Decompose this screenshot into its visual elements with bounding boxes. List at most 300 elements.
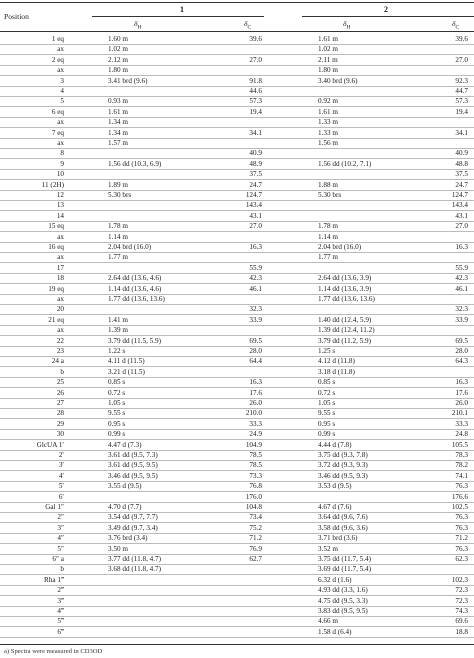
cell-c2: 28.0 bbox=[455, 347, 468, 355]
cell-c1: 176.0 bbox=[245, 492, 262, 501]
cell-c2: 78.3 bbox=[455, 451, 468, 459]
table-row bbox=[0, 429, 474, 439]
cell-pos: Gal 1″ bbox=[45, 503, 64, 511]
cell-h2: 3.75 dd (11.7, 5.4) bbox=[318, 555, 372, 563]
cell-pos: 21 eq bbox=[48, 315, 64, 324]
cell-c1: 57.3 bbox=[249, 97, 262, 106]
cell-c2: 17.6 bbox=[455, 388, 468, 397]
table-row bbox=[0, 252, 474, 262]
cell-pos: ax bbox=[57, 253, 64, 262]
cell-h2: 1.77 dd (13.6, 13.6) bbox=[318, 295, 375, 303]
cell-c2: 72.3 bbox=[455, 586, 468, 595]
cell-c1: 42.3 bbox=[249, 274, 262, 283]
cell-h1: 1.39 m bbox=[108, 326, 128, 335]
cell-c1: 124.7 bbox=[245, 191, 262, 199]
cell-pos: 4″ bbox=[57, 534, 64, 543]
cell-pos: ax bbox=[57, 326, 64, 335]
cell-c2: 62.3 bbox=[455, 555, 468, 563]
cell-pos: ax bbox=[57, 139, 64, 147]
row-divider bbox=[0, 637, 474, 638]
cell-h2: 2.64 dd (13.6, 3.9) bbox=[318, 274, 372, 283]
table-row bbox=[0, 367, 474, 377]
cell-pos: 16 eq bbox=[48, 243, 64, 251]
cell-c1: 27.0 bbox=[249, 222, 262, 231]
table-row bbox=[0, 190, 474, 200]
cell-h1: 1.80 m bbox=[108, 66, 128, 75]
cell-c1: 37.5 bbox=[249, 170, 262, 179]
cell-c2: 48.8 bbox=[455, 159, 468, 168]
table-row bbox=[0, 65, 474, 75]
table-row bbox=[0, 86, 474, 96]
cell-h2: 4.67 d (7.6) bbox=[318, 503, 352, 511]
cell-h2: 4.93 dd (3.3, 1.6) bbox=[318, 586, 368, 595]
cell-pos: 20 bbox=[56, 305, 64, 314]
cell-h1: 1.02 m bbox=[108, 45, 128, 54]
cell-pos: 13 bbox=[56, 201, 64, 210]
table-row bbox=[0, 460, 474, 470]
cell-c1: 32.3 bbox=[249, 305, 262, 314]
cell-h2: 1.02 m bbox=[318, 45, 338, 54]
cell-c1: 43.1 bbox=[249, 211, 262, 220]
table-row bbox=[0, 471, 474, 481]
table-row bbox=[0, 304, 474, 314]
cell-h1: 4.47 d (7.3) bbox=[108, 440, 142, 449]
cell-h1: 3.61 dd (9.5, 7.3) bbox=[108, 451, 158, 459]
cell-pos: 14 bbox=[56, 211, 64, 220]
cell-c1: 62.7 bbox=[249, 555, 262, 563]
cell-pos: 5″ bbox=[57, 544, 64, 553]
table-row bbox=[0, 440, 474, 450]
cell-h1: 3.50 m bbox=[108, 544, 128, 553]
cell-c2: 27.0 bbox=[455, 222, 468, 231]
cell-c1: 24.7 bbox=[249, 180, 262, 189]
cell-pos: 3‴ bbox=[57, 596, 64, 605]
cell-h2: 3.52 m bbox=[318, 544, 338, 553]
cell-c1: 76.8 bbox=[249, 482, 262, 491]
cell-h2: 3.53 d (9.5) bbox=[318, 482, 352, 491]
cell-c1: 69.5 bbox=[249, 336, 262, 345]
cell-h2: 4.44 d (7.8) bbox=[318, 440, 352, 449]
cell-c1: 16.3 bbox=[249, 378, 262, 387]
cell-h1: 1.22 s bbox=[108, 347, 126, 355]
cell-c2: 72.3 bbox=[455, 596, 468, 605]
cell-pos: 2 eq bbox=[51, 55, 64, 64]
table-row bbox=[0, 502, 474, 512]
cell-c2: 76.3 bbox=[455, 513, 468, 522]
cell-h2: 3.72 dd (9.3, 9.3) bbox=[318, 461, 368, 470]
cell-c1: 91.8 bbox=[249, 76, 262, 85]
cell-h2: 2.04 brd (16.0) bbox=[318, 243, 362, 251]
cell-c2: 24.8 bbox=[455, 430, 468, 439]
table-row bbox=[0, 232, 474, 242]
cell-h1: 0.85 s bbox=[108, 378, 126, 387]
cell-h2: 1.40 dd (12.4, 5.9) bbox=[318, 315, 372, 324]
cell-h2: 1.56 dd (10.2, 7.1) bbox=[318, 159, 372, 168]
cell-c2: 57.3 bbox=[455, 97, 468, 106]
cell-h2: 1.14 dd (13.6, 3.9) bbox=[318, 284, 372, 293]
cell-h1: 1.41 m bbox=[108, 315, 128, 324]
cell-h1: 0.72 s bbox=[108, 388, 126, 397]
cell-pos: 1 eq bbox=[51, 35, 64, 43]
cell-pos: Rha 1‴ bbox=[44, 575, 64, 584]
table-row bbox=[0, 356, 474, 366]
cell-c2: 18.8 bbox=[455, 627, 468, 636]
table-row bbox=[0, 627, 474, 637]
cell-c2: 42.3 bbox=[455, 274, 468, 283]
table-row bbox=[0, 585, 474, 595]
cell-c1: 27.0 bbox=[249, 55, 262, 64]
cell-h2: 4.75 dd (9.5, 3.3) bbox=[318, 596, 368, 605]
cell-h1: 2.04 brd (16.0) bbox=[108, 243, 152, 251]
cell-c1: 39.6 bbox=[249, 35, 262, 43]
table-row bbox=[0, 200, 474, 210]
cell-c1: 26.0 bbox=[249, 399, 262, 407]
table-row bbox=[0, 76, 474, 86]
table-row bbox=[0, 408, 474, 418]
table-row bbox=[0, 242, 474, 252]
cell-c1: 78.5 bbox=[249, 461, 262, 470]
table-row bbox=[0, 450, 474, 460]
cell-pos: 22 bbox=[56, 336, 64, 345]
table-row bbox=[0, 180, 474, 190]
table-row bbox=[0, 377, 474, 387]
cell-c2: 16.3 bbox=[455, 243, 468, 251]
cell-h1: 3.46 dd (9.5, 9.5) bbox=[108, 471, 158, 480]
table-row bbox=[0, 294, 474, 304]
cell-c1: 17.6 bbox=[249, 388, 262, 397]
cell-h1: 4.11 d (11.5) bbox=[108, 357, 145, 366]
cell-c2: 40.9 bbox=[455, 149, 468, 158]
cell-h2: 0.92 m bbox=[318, 97, 338, 106]
cell-c2: 33.9 bbox=[455, 315, 468, 324]
cell-h2: 9.55 s bbox=[318, 409, 336, 418]
cell-c1: 16.3 bbox=[249, 243, 262, 251]
cell-h2: 4.12 d (11.8) bbox=[318, 357, 355, 366]
cell-h2: 1.14 m bbox=[318, 232, 338, 241]
cell-h2: 3.71 brd (3.6) bbox=[318, 534, 358, 543]
cell-pos: 3 bbox=[60, 76, 64, 85]
table-row bbox=[0, 263, 474, 273]
table-row bbox=[0, 55, 474, 65]
cell-pos: 24 a bbox=[51, 357, 64, 366]
cell-h1: 3.77 dd (11.8, 4.7) bbox=[108, 555, 162, 563]
cell-c2: 176.6 bbox=[451, 492, 468, 501]
dh-header-2: $\delta_H$ bbox=[343, 19, 351, 31]
table-row bbox=[0, 606, 474, 616]
cell-c1: 104.9 bbox=[245, 440, 262, 449]
table-row bbox=[0, 315, 474, 325]
cell-pos: b bbox=[60, 367, 64, 376]
cell-pos: ax bbox=[57, 118, 64, 127]
cell-c1: 19.4 bbox=[249, 107, 262, 116]
cell-c1: 48.9 bbox=[249, 159, 262, 168]
cell-h2: 1.56 m bbox=[318, 139, 338, 147]
cell-h2: 3.75 dd (9.3, 7.8) bbox=[318, 451, 368, 459]
table-row bbox=[0, 325, 474, 335]
cell-c1: 28.0 bbox=[249, 347, 262, 355]
cell-pos: 4′ bbox=[58, 471, 64, 480]
cell-pos: 17 bbox=[56, 263, 64, 272]
cell-pos: 26 bbox=[56, 388, 64, 397]
cell-h2: 0.85 s bbox=[318, 378, 336, 387]
cell-pos: ax bbox=[57, 232, 64, 241]
cell-pos: 5‴ bbox=[57, 617, 64, 626]
table-row bbox=[0, 523, 474, 533]
cell-h1: 5.30 brs bbox=[108, 191, 132, 199]
cell-c2: 37.5 bbox=[455, 170, 468, 179]
table-row bbox=[0, 346, 474, 356]
dc-header-1: $\delta_C$ bbox=[244, 19, 252, 31]
cell-pos: 27 bbox=[56, 399, 64, 407]
cell-pos: ax bbox=[57, 295, 64, 303]
table-row bbox=[0, 96, 474, 106]
footnote: a) Spectra were measured in CD3OD bbox=[4, 648, 103, 655]
cell-pos: 6 eq bbox=[51, 107, 64, 116]
cell-c1: 44.6 bbox=[249, 87, 262, 95]
cell-pos: 7 eq bbox=[51, 128, 64, 137]
cell-c2: 143.4 bbox=[451, 201, 468, 210]
cell-pos: 11 (2H) bbox=[41, 180, 64, 189]
cell-pos: 15 eq bbox=[48, 222, 64, 231]
table-row bbox=[0, 533, 474, 543]
cell-c1: 24.9 bbox=[249, 430, 262, 439]
table-row bbox=[0, 148, 474, 158]
cell-c1: 210.0 bbox=[245, 409, 262, 418]
cell-c2: 64.3 bbox=[455, 357, 468, 366]
cell-c2: 74.1 bbox=[455, 471, 468, 480]
cell-c2: 24.7 bbox=[455, 180, 468, 189]
table-row bbox=[0, 575, 474, 585]
cell-pos: 6″ a bbox=[52, 555, 64, 563]
cell-h2: 1.77 m bbox=[318, 253, 338, 262]
cell-h1: 3.68 dd (11.8, 4.7) bbox=[108, 565, 162, 574]
header-rule bbox=[0, 31, 474, 32]
cell-h1: 1.89 m bbox=[108, 180, 128, 189]
cell-h1: 1.14 m bbox=[108, 232, 128, 241]
cell-pos: 10 bbox=[56, 170, 64, 179]
top-rule bbox=[0, 2, 474, 3]
table-row bbox=[0, 544, 474, 554]
cell-h2: 1.78 m bbox=[318, 222, 338, 231]
table-row bbox=[0, 169, 474, 179]
cell-h1: 1.77 m bbox=[108, 253, 128, 262]
cell-c1: 104.8 bbox=[245, 503, 262, 511]
cell-c2: 27.0 bbox=[455, 55, 468, 64]
cell-h1: 1.05 s bbox=[108, 399, 126, 407]
cell-h1: 2.12 m bbox=[108, 55, 128, 64]
cell-h2: 1.58 d (6.4) bbox=[318, 627, 352, 636]
cell-h1: 1.34 m bbox=[108, 118, 128, 127]
cell-c2: 43.1 bbox=[455, 211, 468, 220]
cell-h2: 6.32 d (1.6) bbox=[318, 575, 352, 584]
cell-c1: 75.2 bbox=[249, 523, 262, 532]
cell-pos: 9 bbox=[60, 159, 64, 168]
cell-pos: 18 bbox=[56, 274, 64, 283]
table-row bbox=[0, 419, 474, 429]
cell-h2: 0.95 s bbox=[318, 419, 336, 428]
cell-h1: 0.95 s bbox=[108, 419, 126, 428]
cell-h2: 0.72 s bbox=[318, 388, 336, 397]
table-row bbox=[0, 616, 474, 626]
cell-c2: 55.9 bbox=[455, 263, 468, 272]
cell-pos: 5′ bbox=[58, 482, 64, 491]
cell-c2: 102.3 bbox=[451, 575, 468, 584]
table-row bbox=[0, 554, 474, 564]
cell-c1: 71.2 bbox=[249, 534, 262, 543]
cell-c2: 102.5 bbox=[451, 503, 468, 511]
compound-1-underline bbox=[92, 16, 264, 17]
cell-c2: 33.3 bbox=[455, 419, 468, 428]
cell-c2: 76.3 bbox=[455, 482, 468, 491]
cell-pos: 2″ bbox=[57, 513, 64, 522]
cell-pos: 3′ bbox=[58, 461, 64, 470]
cell-c2: 74.3 bbox=[455, 607, 468, 615]
cell-pos: 30 bbox=[56, 430, 64, 439]
cell-pos: ax bbox=[57, 66, 64, 75]
cell-h1: 3.55 d (9.5) bbox=[108, 482, 142, 491]
cell-pos: 4‴ bbox=[57, 607, 64, 615]
cell-c1: 64.4 bbox=[249, 357, 262, 366]
cell-h1: 1.57 m bbox=[108, 139, 128, 147]
cell-h2: 1.33 m bbox=[318, 128, 338, 137]
table-row bbox=[0, 34, 474, 44]
table-row bbox=[0, 481, 474, 491]
cell-h1: 3.21 d (11.5) bbox=[108, 367, 145, 376]
table-row bbox=[0, 564, 474, 574]
table-row bbox=[0, 128, 474, 138]
cell-c2: 32.3 bbox=[455, 305, 468, 314]
cell-c2: 46.1 bbox=[455, 284, 468, 293]
cell-pos: 12 bbox=[56, 191, 64, 199]
cell-c1: 55.9 bbox=[249, 263, 262, 272]
table-row bbox=[0, 284, 474, 294]
cell-h1: 1.34 m bbox=[108, 128, 128, 137]
cell-c1: 73.3 bbox=[249, 471, 262, 480]
cell-h1: 9.55 s bbox=[108, 409, 126, 418]
cell-c2: 76.3 bbox=[455, 544, 468, 553]
cell-pos: 4 bbox=[60, 87, 64, 95]
cell-h2: 3.79 dd (11.2, 5.9) bbox=[318, 336, 372, 345]
cell-h1: 0.93 m bbox=[108, 97, 128, 106]
compound-2-header: 2 bbox=[384, 5, 388, 14]
compound-1-header: 1 bbox=[180, 5, 184, 14]
table-row bbox=[0, 273, 474, 283]
cell-h1: 3.49 dd (9.7, 3.4) bbox=[108, 523, 158, 532]
cell-h2: 1.39 dd (12.4, 11.2) bbox=[318, 326, 375, 335]
cell-c2: 210.1 bbox=[451, 409, 468, 418]
cell-h2: 1.25 s bbox=[318, 347, 336, 355]
cell-h2: 1.88 m bbox=[318, 180, 338, 189]
cell-h1: 4.70 d (7.7) bbox=[108, 503, 142, 511]
cell-h2: 3.40 brd (9.6) bbox=[318, 76, 358, 85]
cell-pos: 3″ bbox=[57, 523, 64, 532]
cell-h1: 3.79 dd (11.5, 5.9) bbox=[108, 336, 162, 345]
cell-h2: 1.61 m bbox=[318, 107, 338, 116]
position-header: Position bbox=[4, 12, 29, 21]
cell-c2: 39.6 bbox=[455, 35, 468, 43]
cell-c2: 34.1 bbox=[455, 128, 468, 137]
cell-c1: 46.1 bbox=[249, 284, 262, 293]
cell-c1: 34.1 bbox=[249, 128, 262, 137]
cell-c1: 78.5 bbox=[249, 451, 262, 459]
cell-c2: 92.3 bbox=[455, 76, 468, 85]
cell-c1: 73.4 bbox=[249, 513, 262, 522]
cell-pos: 5 bbox=[60, 97, 64, 106]
cell-h2: 1.61 m bbox=[318, 35, 338, 43]
cell-h1: 1.14 dd (13.6, 4.6) bbox=[108, 284, 162, 293]
cell-pos: ax bbox=[57, 45, 64, 54]
cell-pos: 6′ bbox=[58, 492, 64, 501]
cell-c1: 40.9 bbox=[249, 149, 262, 158]
cell-h2: 5.30 brs bbox=[318, 191, 342, 199]
cell-c2: 16.3 bbox=[455, 378, 468, 387]
table-row bbox=[0, 44, 474, 54]
cell-h2: 0.99 s bbox=[318, 430, 336, 439]
table-row bbox=[0, 512, 474, 522]
cell-h1: 1.56 dd (10.3, 6.9) bbox=[108, 159, 162, 168]
table-row bbox=[0, 492, 474, 502]
table-row bbox=[0, 388, 474, 398]
table-row bbox=[0, 596, 474, 606]
cell-pos: 29 bbox=[56, 419, 64, 428]
cell-h2: 4.66 m bbox=[318, 617, 338, 626]
cell-h1: 1.61 m bbox=[108, 107, 128, 116]
cell-h1: 1.77 dd (13.6, 13.6) bbox=[108, 295, 165, 303]
cell-c2: 71.2 bbox=[455, 534, 468, 543]
cell-h1: 2.64 dd (13.6, 4.6) bbox=[108, 274, 162, 283]
cell-c2: 124.7 bbox=[451, 191, 468, 199]
cell-pos: 2′ bbox=[58, 451, 64, 459]
cell-c2: 69.5 bbox=[455, 336, 468, 345]
cell-c2: 19.4 bbox=[455, 107, 468, 116]
cell-pos: 8 bbox=[60, 149, 64, 158]
cell-h1: 3.76 brd (3.4) bbox=[108, 534, 148, 543]
cell-c1: 143.4 bbox=[245, 201, 262, 210]
cell-h2: 2.11 m bbox=[318, 55, 338, 64]
cell-pos: 19 eq bbox=[48, 284, 64, 293]
cell-h1: 3.61 dd (9.5, 9.5) bbox=[108, 461, 158, 470]
table-row bbox=[0, 221, 474, 231]
cell-pos: 6‴ bbox=[57, 627, 64, 636]
cell-h2: 3.83 dd (9.5, 9.5) bbox=[318, 607, 368, 615]
cell-pos: 25 bbox=[56, 378, 64, 387]
table-row bbox=[0, 107, 474, 117]
cell-h1: 3.54 dd (9.7, 7.7) bbox=[108, 513, 158, 522]
table-row bbox=[0, 336, 474, 346]
table-row bbox=[0, 398, 474, 408]
cell-pos: 23 bbox=[56, 347, 64, 355]
dc-header-2: $\delta_C$ bbox=[452, 19, 460, 31]
cell-pos: GlcUA 1′ bbox=[36, 440, 64, 449]
cell-c1: 33.3 bbox=[249, 419, 262, 428]
table-row bbox=[0, 117, 474, 127]
cell-c2: 78.2 bbox=[455, 461, 468, 470]
cell-h1: 0.99 s bbox=[108, 430, 126, 439]
cell-pos: 2‴ bbox=[57, 586, 64, 595]
cell-c2: 69.6 bbox=[455, 617, 468, 626]
cell-h2: 1.80 m bbox=[318, 66, 338, 75]
table-row bbox=[0, 211, 474, 221]
cell-h2: 3.46 dd (9.5, 9.3) bbox=[318, 471, 368, 480]
cell-c1: 33.9 bbox=[249, 315, 262, 324]
cell-c1: 76.9 bbox=[249, 544, 262, 553]
cell-h2: 3.64 dd (9.6, 7.6) bbox=[318, 513, 368, 522]
cell-c2: 26.0 bbox=[455, 399, 468, 407]
bottom-rule bbox=[0, 644, 474, 645]
table-row bbox=[0, 138, 474, 148]
cell-h2: 3.18 d (11.8) bbox=[318, 367, 355, 376]
cell-h1: 3.41 brd (9.6) bbox=[108, 76, 148, 85]
